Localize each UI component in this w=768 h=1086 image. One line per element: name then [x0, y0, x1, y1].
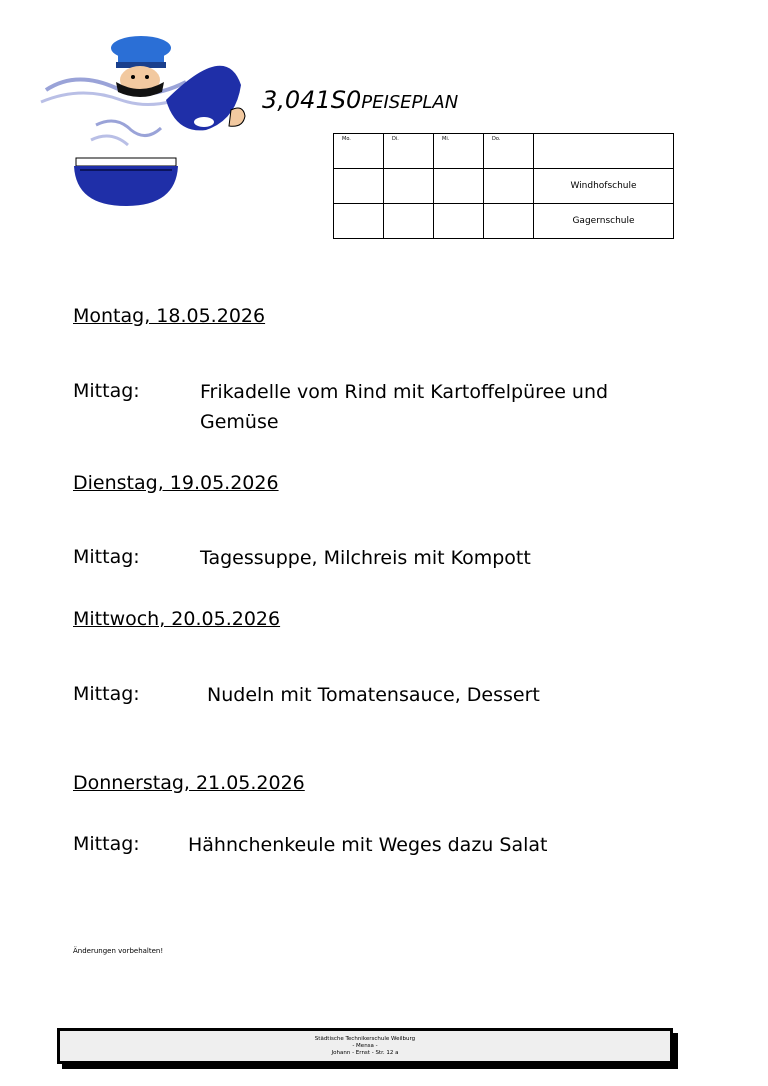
changes-note: Änderungen vorbehalten! [73, 947, 164, 955]
footer-line-address: Johann - Ernst - Str. 12 a [331, 1049, 399, 1056]
school-name-windhof: Windhofschule [534, 169, 674, 204]
day-heading-monday: Montag, 18.05.2026 [73, 305, 266, 327]
school-name-gagern: Gagernschule [534, 204, 674, 239]
day-label-mi: Mi. [442, 136, 450, 142]
meal-label: Mittag: [73, 546, 140, 568]
meal-dish-monday: Frikadelle vom Rind mit Kartoffelpüree und Gemüse [200, 381, 609, 433]
day-label-di: Di. [392, 136, 399, 142]
table-cell [434, 204, 484, 239]
table-cell [434, 134, 484, 169]
table-cell [334, 134, 384, 169]
meal-label: Mittag: [73, 833, 140, 855]
footer-box [57, 1028, 673, 1064]
table-cell [334, 169, 384, 204]
table-cell [384, 169, 434, 204]
chef-bowl-logo-icon [36, 30, 256, 210]
table-cell [484, 169, 534, 204]
meal-dish-wednesday: Nudeln mit Tomatensauce, Dessert [207, 684, 540, 706]
meal-label: Mittag: [73, 380, 140, 402]
day-heading-thursday: Donnerstag, 21.05.2026 [73, 772, 305, 794]
day-label-do: Do. [492, 136, 501, 142]
table-cell [384, 134, 434, 169]
meal-dish-tuesday: Tagessuppe, Milchreis mit Kompott [200, 547, 531, 569]
meal-dish-thursday: Hähnchenkeule mit Weges dazu Salat [188, 834, 548, 856]
table-cell [434, 169, 484, 204]
table-cell [384, 204, 434, 239]
table-row [334, 169, 674, 204]
table-row [334, 204, 674, 239]
table-cell [484, 204, 534, 239]
title-suffix: PEISEPLAN [361, 92, 459, 113]
table-cell [484, 134, 534, 169]
meal-label: Mittag: [73, 683, 140, 705]
page-title [262, 86, 458, 114]
school-week-table [333, 133, 674, 239]
table-row [334, 134, 674, 169]
day-heading-tuesday: Dienstag, 19.05.2026 [73, 472, 279, 494]
table-cell [534, 134, 674, 169]
table-cell [334, 204, 384, 239]
day-label-mo: Mo. [342, 136, 351, 142]
footer-line-mensa: - Mensa - [352, 1042, 378, 1049]
day-heading-wednesday: Mittwoch, 20.05.2026 [73, 608, 281, 630]
title-main: 3,041S0 [262, 86, 362, 114]
footer-line-school: Städtische Technikerschule Weilburg [314, 1035, 416, 1042]
